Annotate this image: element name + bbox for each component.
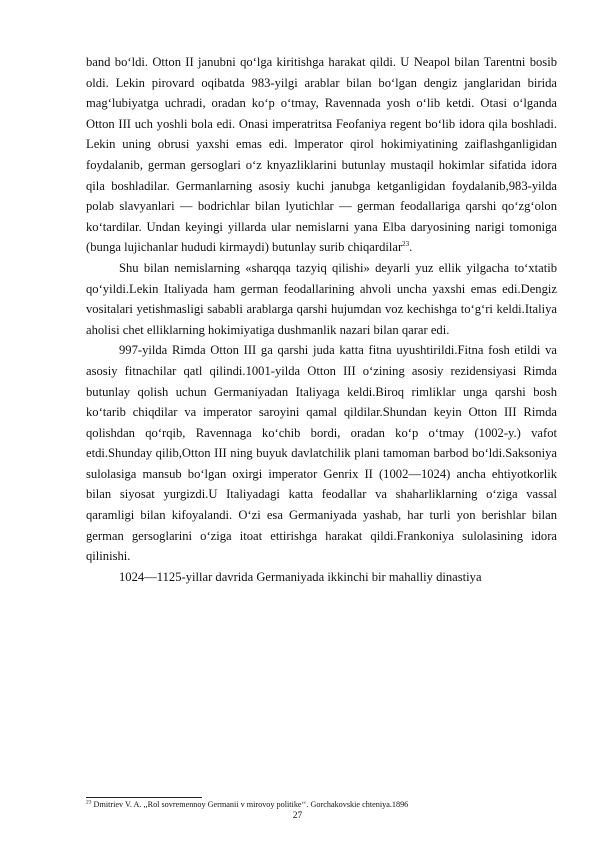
paragraph-1-text: band bo‘ldi. Otton II janubni qo‘lga kiritishga harakat qildi. U Neapol bilan Tarentni bosib oldi. Lekin pirovard oqibatda 983-yilgi arablar bilan bo‘lgan dengiz janglaridan birida mag‘lubiyatga uchradi, oradan ko‘p o‘tmay, Ravennada yosh o‘lib ketdi. Otasi o‘lganda Otton III uch yoshli bola edi. Onasi imperatritsa Feofaniya regent bo‘lib idora qila boshladi. Lekin uning obrusi yaxshi emas edi. lmperator qirol hokimiyatining zaiflashganligidan foydalanib, german gersoglari o‘z knyazliklarini butunlay mustaqil hokimlar sifatida idora qila boshladilar. Germanlarning asosiy kuchi janubga ketganligidan foydalanib,983-yilda polab slavyanlari — bodrichlar bilan lyutichlar — german feodallariga qarshi qo‘zg‘olon ko‘tardilar. Undan keyingi yillarda ular nemislarni yana Elba daryosining narigi tomoniga (bunga lujichanlar hududi kirmaydi) butunlay surib chiqardilar — [86, 55, 557, 255]
footnote-number: 23 — [86, 799, 92, 806]
footnote-text: Dmitriev V. A. ,,Rol sovremennoy Germanii v mirovoy politike‘‘. Gorchakovskie chteniya.1896 — [91, 800, 409, 809]
body-text — [86, 52, 557, 587]
footnote-divider — [86, 797, 202, 798]
footnote-reference[interactable]: 23 — [402, 240, 410, 249]
paragraph-1: band bo‘ldi. Otton II janubni qo‘lga kiritishga harakat qildi. U Neapol bilan Tarentni bosib oldi. Lekin pirovard oqibatda 983-yilgi arablar bilan bo‘lgan dengiz janglaridan birida mag‘lubiyatga uchradi, oradan ko‘p o‘tmay, Ravennada yosh o‘lib ketdi. Otasi o‘lganda Otton III uch yoshli bola edi. Onasi imperatritsa Feofaniya regent bo‘lib idora qila boshladi. Lekin uning obrusi yaxshi emas edi. lmperator qirol hokimiyatining zaiflashganligidan foydalanib, german gersoglari o‘z knyazliklarini butunlay mustaqil hokimlar sifatida idora qila boshladilar. Germanlarning asosiy kuchi janubga ketganligidan foydalanib,983-yilda polab slavyanlari — bodrichlar bilan lyutichlar — german feodallariga qarshi qo‘zg‘olon ko‘tardilar. Undan keyingi yillarda ular nemislarni yana Elba daryosining narigi tomoniga (bunga lujichanlar hududi kirmaydi) butunlay surib chiqardilar$^{23}$. — [86, 55, 557, 255]
paragraph-2: Shu bilan nemislarning «sharqqa tazyiq qilishi» deyarli yuz ellik yilgacha to‘xtatib qo‘yildi.Lekin Italiyada ham german feodallarining ahvoli uncha yaxshi emas edi.Dengiz vositalari yetishmasligi sababli arablarga qarshi hujumdan voz kechishga to‘g‘ri keldi.Italiya aholisi chet elliklarning hokimiyatiga dushmanlik nazari bilan qarar edi. — [86, 260, 557, 337]
paragraph-3: 997-yilda Rimda Otton III ga qarshi juda katta fitna uyushtirildi.Fitna fosh etildi va asosiy fitnachilar qatl qilindi.1001-yilda Otton III o‘zining asosiy rezidensiyasi Rimda butunlay qolish uchun Germaniyadan Italiyaga keldi.Biroq rimliklar unga qarshi bosh ko‘tarib chiqdilar va imperator saroyini qamal qildilar.Shundan keyin Otton III Rimda qolishdan qo‘rqib, Ravennaga ko‘chib bordi, oradan ko‘p o‘tmay (1002-y.) vafot etdi.Shunday qilib,Otton III ning buyuk davlatchilik plani tamoman barbod bo‘ldi.Saksoniya sulolasiga mansub bo‘lgan oxirgi imperator Genrix II (1002—1024) ancha ehtiyotkorlik bilan siyosat yurgizdi.U Italiyadagi katta feodallar va shaharliklarning o‘ziga vassal qaramligi bilan kifoyalandi. O‘zi esa Germaniyada yashab, har turli yon berishlar bilan german gersoglarini o‘ziga itoat ettirishga harakat qildi.Frankoniya sulolasining idora qilinishi. — [86, 343, 557, 564]
page-number: 27 — [292, 811, 303, 821]
footnote — [86, 800, 557, 810]
paragraph-4: 1024—1125-yillar davrida Germaniyada ikkinchi bir mahalliy dinastiya — [119, 569, 482, 584]
